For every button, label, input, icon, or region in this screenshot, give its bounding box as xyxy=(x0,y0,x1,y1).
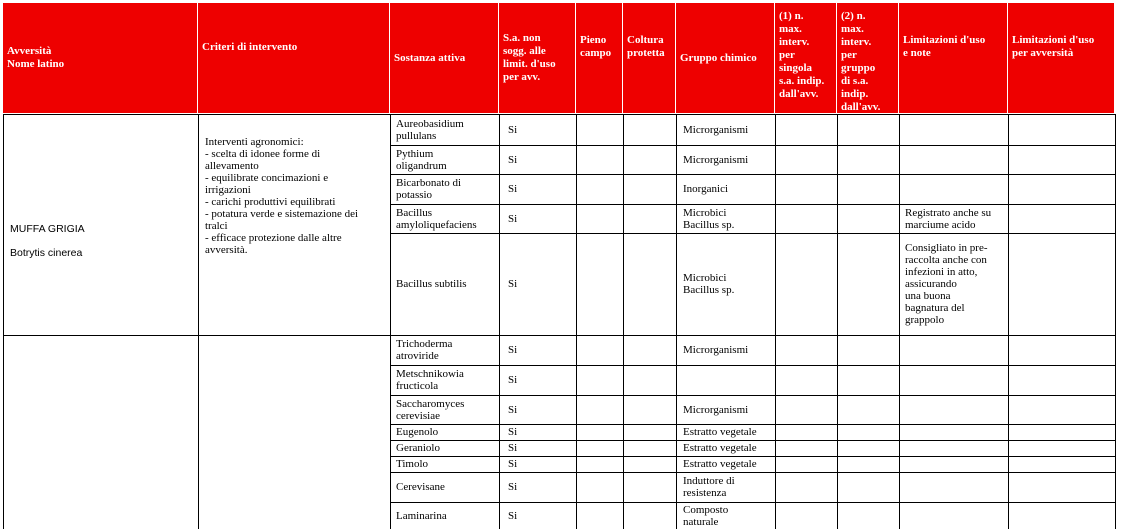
grid-vline xyxy=(390,114,391,529)
header-sa-non-sogg: S.a. non sogg. alle limit. d'uso per avv. xyxy=(499,3,576,113)
sa-non-sogg-cell: Si xyxy=(508,481,518,493)
sostanza-cell: Timolo xyxy=(396,458,429,470)
adversity-latin: Botrytis cinerea xyxy=(10,247,83,259)
sa-non-sogg-cell: Si xyxy=(508,374,518,386)
sostanza-cell: Pythium oligandrum xyxy=(396,147,447,172)
grid-vline xyxy=(623,114,624,529)
sa-non-sogg-cell: Si xyxy=(508,403,518,416)
header-limitazioni-avversita: Limitazioni d'uso per avversità xyxy=(1008,3,1115,113)
gruppo-chimico-cell: Composto naturale xyxy=(683,503,729,528)
gruppo-chimico-cell: Inorganici xyxy=(683,183,729,195)
sa-non-sogg-cell: Si xyxy=(508,458,518,470)
grid-vline xyxy=(899,114,900,529)
gruppo-chimico-cell: Induttore di resistenza xyxy=(683,475,735,499)
sostanza-cell: Bicarbonato di potassio xyxy=(396,177,462,201)
sostanza-cell: Bacillus amyloliquefaciens xyxy=(396,206,477,231)
sa-non-sogg-cell: Si xyxy=(508,509,518,522)
adversity-name: MUFFA GRIGIA xyxy=(10,223,85,235)
header-avversita: Avversità Nome latino xyxy=(3,3,198,113)
gruppo-chimico-cell: Estratto vegetale xyxy=(683,442,757,454)
grid-vline xyxy=(198,114,199,529)
grid-vline xyxy=(837,114,838,529)
grid-hline xyxy=(390,472,1115,473)
grid-hline xyxy=(390,204,1115,205)
sa-non-sogg-cell: Si xyxy=(508,278,518,290)
grid-vline xyxy=(1115,114,1116,529)
grid-hline xyxy=(390,424,1115,425)
header-sostanza: Sostanza attiva xyxy=(390,3,499,113)
grid-hline xyxy=(390,145,1115,146)
header-limitazioni-note: Limitazioni d'uso e note xyxy=(899,3,1008,113)
grid-vline xyxy=(676,114,677,529)
grid-vline xyxy=(3,114,4,529)
grid-hline xyxy=(390,365,1115,366)
sa-non-sogg-cell: Si xyxy=(508,426,518,438)
gruppo-chimico-cell: Microrganismi xyxy=(683,344,749,356)
sa-non-sogg-cell: Si xyxy=(508,442,518,454)
sa-non-sogg-cell: Si xyxy=(508,212,518,225)
gruppo-chimico-cell: Microbici Bacillus sp. xyxy=(683,206,735,231)
grid-hline xyxy=(3,114,1116,115)
grid-vline xyxy=(775,114,776,529)
sa-non-sogg-cell: Si xyxy=(508,183,518,195)
sostanza-cell: Laminarina xyxy=(396,509,447,522)
sostanza-cell: Cerevisane xyxy=(396,481,445,493)
header-pieno-campo: Pieno campo xyxy=(576,3,623,113)
limitazioni-note-cell: Consigliato in pre- raccolta anche con infezioni in atto, assicurando una buona bagnatura del grappolo xyxy=(905,242,988,326)
adversity-cell xyxy=(10,211,195,271)
sa-non-sogg-cell: Si xyxy=(508,124,518,136)
grid-vline xyxy=(576,114,577,529)
grid-hline xyxy=(3,335,390,336)
sostanza-cell: Geraniolo xyxy=(396,442,440,454)
sostanza-cell: Eugenolo xyxy=(396,426,439,438)
sostanza-cell: Saccharomyces cerevisiae xyxy=(396,397,465,422)
grid-hline xyxy=(390,502,1115,503)
header-n-max-gruppo: (2) n. max. interv. per gruppo di s.a. indip. dall'avv. xyxy=(837,3,899,113)
sostanza-cell: Trichoderma atroviride xyxy=(396,338,453,362)
gruppo-chimico-cell: Microrganismi xyxy=(683,153,749,166)
grid-hline xyxy=(390,174,1115,175)
sa-non-sogg-cell: Si xyxy=(508,153,518,166)
header-n-max-singola: (1) n. max. interv. per singola s.a. indip. dall'avv. xyxy=(775,3,837,113)
header-gruppo-chimico: Gruppo chimico xyxy=(676,3,775,113)
gruppo-chimico-cell: Microrganismi xyxy=(683,124,749,136)
gruppo-chimico-cell: Estratto vegetale xyxy=(683,426,757,438)
grid-vline xyxy=(499,114,500,529)
header-coltura-protetta: Coltura protetta xyxy=(623,3,676,113)
grid-hline xyxy=(390,233,1115,234)
criteri-text: Interventi agronomici: - scelta di idonee forme di allevamento - equilibrate concimazioni e irrigazioni - carichi produttivi equilibrati - potatura verde e sistemazione dei tralci - efficace protezione dalle altre avversità. xyxy=(205,136,359,256)
grid-hline xyxy=(390,456,1115,457)
gruppo-chimico-cell: Microrganismi xyxy=(683,403,749,416)
sa-non-sogg-cell: Si xyxy=(508,344,518,356)
sostanza-cell: Metschnikowia fructicola xyxy=(396,368,464,392)
grid-hline xyxy=(390,335,1115,336)
grid-hline xyxy=(390,395,1115,396)
header-criteri: Criteri di intervento xyxy=(198,3,390,113)
gruppo-chimico-cell: Microbici Bacillus sp. xyxy=(683,272,735,296)
gruppo-chimico-cell: Estratto vegetale xyxy=(683,458,757,470)
limitazioni-note-cell: Registrato anche su marciume acido xyxy=(905,206,992,231)
grid-hline xyxy=(390,440,1115,441)
sostanza-cell: Aureobasidium pullulans xyxy=(396,118,464,142)
sostanza-cell: Bacillus subtilis xyxy=(396,278,467,290)
grid-vline xyxy=(1008,114,1009,529)
